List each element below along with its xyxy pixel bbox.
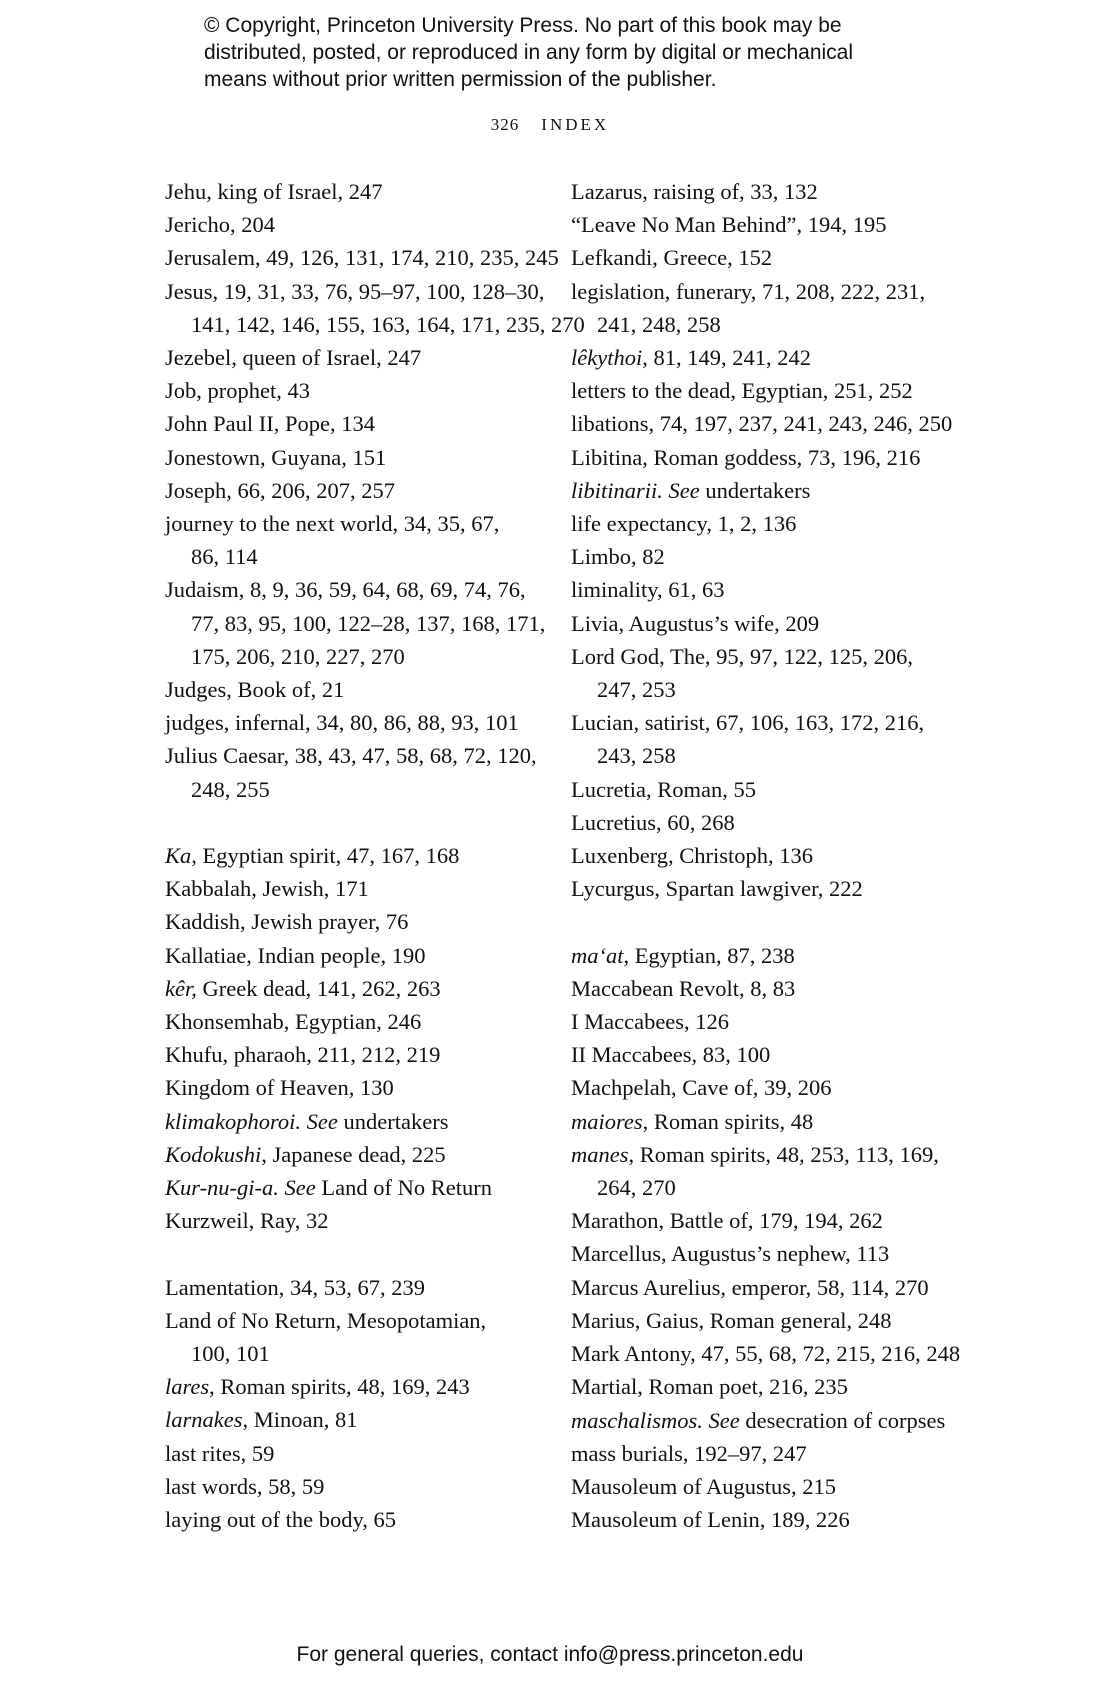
index-entry: Limbo, 82 [571,544,665,570]
index-entry: liminality, 61, 63 [571,577,725,603]
index-entry: Kurzweil, Ray, 32 [165,1208,329,1234]
index-term-italic: manes [571,1141,629,1167]
index-entry: lares, Roman spirits, 48, 169, 243 [165,1374,470,1400]
index-entry: maschalismos. See desecration of corpses [571,1407,946,1433]
index-entry: laying out of the body, 65 [165,1507,397,1533]
index-entry: larnakes, Minoan, 81 [165,1407,358,1433]
index-entry: Khonsemhab, Egyptian, 246 [165,1009,422,1035]
index-entry: ma‘at, Egyptian, 87, 238 [571,942,795,968]
index-entry: judges, infernal, 34, 80, 86, 88, 93, 101 [165,710,519,736]
index-entry: Kallatiae, Indian people, 190 [165,942,426,968]
index-entry: Jericho, 204 [165,212,275,238]
index-entry: maiores, Roman spirits, 48 [571,1108,814,1134]
index-entry: Lefkandi, Greece, 152 [571,245,773,271]
index-term-italic: kêr, [165,975,197,1001]
index-entry: Mausoleum of Lenin, 189, 226 [571,1507,850,1533]
index-entry: last rites, 59 [165,1440,275,1466]
index-entry: Marcus Aurelius, emperor, 58, 114, 270 [571,1274,929,1300]
index-term-italic: Ka [165,843,192,869]
index-entry: Marcellus, Augustus’s nephew, 113 [571,1241,890,1267]
index-entry: Jonestown, Guyana, 151 [165,444,387,470]
index-entry: lêkythoi, 81, 149, 241, 242 [571,345,811,371]
index-entry: Lucretius, 60, 268 [571,809,735,835]
index-entry: I Maccabees, 126 [571,1009,730,1035]
index-entry: Job, prophet, 43 [165,378,310,404]
index-entry: John Paul II, Pope, 134 [165,411,375,437]
index-entry: Lamentation, 34, 53, 67, 239 [165,1274,425,1300]
index-entry: last words, 58, 59 [165,1473,325,1499]
index-entry: “Leave No Man Behind”, 194, 195 [571,212,887,238]
index-entry: Marius, Gaius, Roman general, 248 [571,1307,892,1333]
index-entry: Julius Caesar, 38, 43, 47, 58, 68, 72, 120, 248, 255 [165,743,537,802]
index-entry: Jesus, 19, 31, 33, 76, 95–97, 100, 128–30, 141, 142, 146, 155, 163, 164, 171, 235, 270 [165,278,585,337]
index-entry: Lycurgus, Spartan lawgiver, 222 [571,876,863,902]
index-entry: letters to the dead, Egyptian, 251, 252 [571,378,913,404]
index-entry: Lord God, The, 95, 97, 122, 125, 206, 247, 253 [571,643,914,703]
index-entry: Marathon, Battle of, 179, 194, 262 [571,1208,883,1234]
index-term-italic: lares [165,1374,210,1400]
index-entry: Judges, Book of, 21 [165,677,345,703]
index-entry: Kaddish, Jewish prayer, 76 [165,909,409,935]
index-entry: Maccabean Revolt, 8, 83 [571,975,796,1001]
index-entry: Kur-nu-gi-a. See Land of No Return [165,1175,492,1201]
index-entry: Ka, Egyptian spirit, 47, 167, 168 [165,843,460,869]
index-entry: Libitina, Roman goddess, 73, 196, 216 [571,444,921,470]
index-entry: Kabbalah, Jewish, 171 [165,876,369,902]
copyright-line: © Copyright, Princeton University Press. No part of this book may be [204,14,842,37]
index-column-left [165,175,585,1536]
index-term-italic: Kur-nu-gi-a. See [165,1175,316,1201]
index-term-italic: libitinarii. See [571,477,700,503]
index-entry: Kingdom of Heaven, 130 [165,1075,394,1101]
index-entry: Martial, Roman poet, 216, 235 [571,1374,848,1400]
index-entry: libitinarii. See undertakers [571,477,811,503]
copyright-line: means without prior written permission of the publisher. [204,68,717,91]
index-entry: life expectancy, 1, 2, 136 [571,511,797,537]
page-number: 326 [490,115,520,134]
index-entry: Machpelah, Cave of, 39, 206 [571,1075,832,1101]
index-column-right [571,175,961,1536]
index-term-italic: maiores [571,1108,643,1134]
index-term-italic: lêkythoi [571,345,643,371]
index-entry: libations, 74, 197, 237, 241, 243, 246, 250 [571,411,953,437]
index-term-italic: larnakes [165,1407,243,1433]
index-entry: Jerusalem, 49, 126, 131, 174, 210, 235, 245 [165,245,559,271]
index-entry: Kodokushi, Japanese dead, 225 [165,1141,446,1167]
copyright-line: distributed, posted, or reproduced in any form by digital or mechanical [204,41,854,64]
index-entry: Lucian, satirist, 67, 106, 163, 172, 216, 243, 258 [571,710,925,769]
index-entry: Jehu, king of Israel, 247 [165,179,383,204]
index-entry: journey to the next world, 34, 35, 67, 86, 114 [165,511,500,570]
index-term-italic: Kodokushi [165,1141,262,1167]
index-entry: II Maccabees, 83, 100 [571,1042,771,1068]
index-entry: mass burials, 192–97, 247 [571,1440,807,1466]
index-entry: klimakophoroi. See undertakers [165,1108,449,1134]
index-entry: legislation, funerary, 71, 208, 222, 231, 241, 248, 258 [571,278,926,337]
copyright-notice [204,12,924,93]
index-term-italic: ma‘at [571,942,624,968]
index-entry: Mausoleum of Augustus, 215 [571,1473,837,1499]
running-head-title: INDEX [541,115,610,134]
footer-contact: For general queries, contact info@press.princeton.edu [296,1643,804,1666]
index-term-italic: maschalismos. See [571,1407,740,1433]
running-head [0,115,1100,135]
index-entry: Land of No Return, Mesopotamian, 100, 101 [165,1307,487,1367]
index-entry: Lucretia, Roman, 55 [571,776,756,802]
index-entry: Lazarus, raising of, 33, 132 [571,179,818,204]
index-entry: kêr, Greek dead, 141, 262, 263 [165,975,441,1001]
index-entry: Livia, Augustus’s wife, 209 [571,610,820,636]
index-entry: Khufu, pharaoh, 211, 212, 219 [165,1042,441,1068]
index-term-italic: klimakophoroi. See [165,1108,338,1134]
index-entry: Jezebel, queen of Israel, 247 [165,345,422,371]
index-entry: Judaism, 8, 9, 36, 59, 64, 68, 69, 74, 76, 77, 83, 95, 100, 122–28, 137, 168, 171, 175, 206, 210, 227, 270 [165,577,546,669]
index-entry: Luxenberg, Christoph, 136 [571,843,814,869]
index-entry: Joseph, 66, 206, 207, 257 [165,477,395,503]
index-entry: manes, Roman spirits, 48, 253, 113, 169, 264, 270 [571,1141,939,1201]
index-entry: Mark Antony, 47, 55, 68, 72, 215, 216, 248 [571,1341,961,1367]
